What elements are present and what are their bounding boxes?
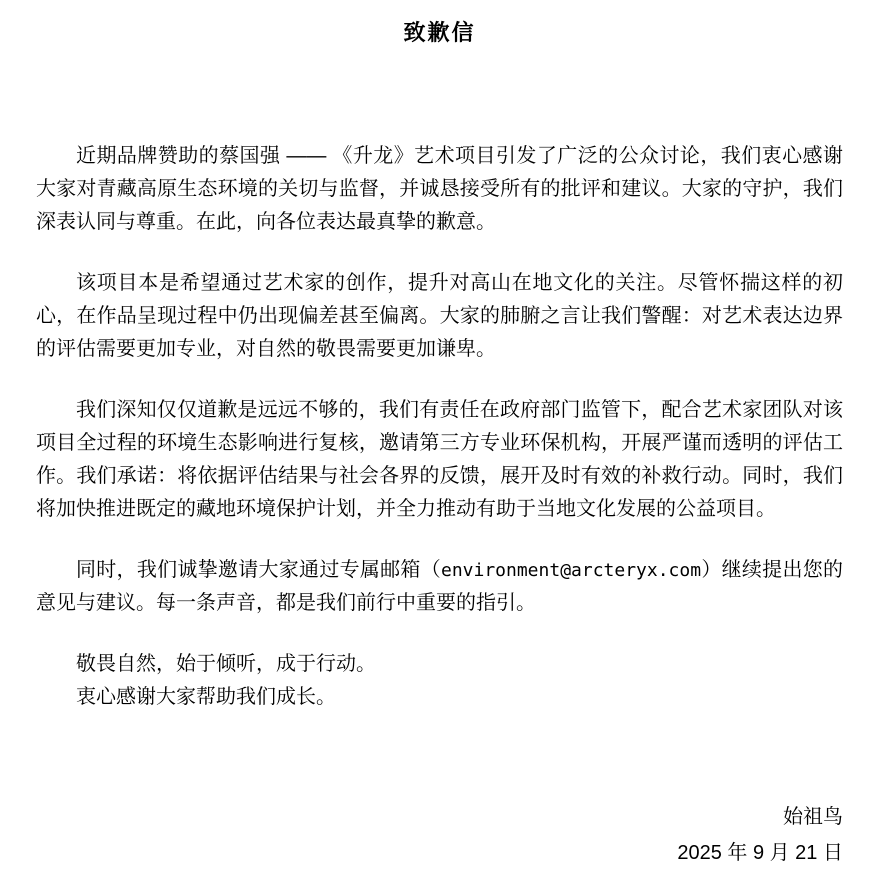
paragraph-feedback-after: ）继续提出您的意见与建议。每一条声音，都是我们前行中重要的指引。 — [36, 559, 844, 614]
closing-block — [36, 648, 843, 714]
paragraph-commitment: 我们深知仅仅道歉是远远不够的，我们有责任在政府部门监管下，配合艺术家团队对该项目全过程的环境生态影响进行复核，邀请第三方专业环保机构，开展严谨而透明的评估工作。我们承诺：将依据评估结果与社会各界的反馈，展开及时有效的补救行动。同时，我们将加快推进既定的藏地环境保护计划，并全力推动有助于当地文化发展的公益项目。 — [36, 399, 843, 520]
paragraph-reflection: 该项目本是希望通过艺术家的创作，提升对高山在地文化的关注。尽管怀揣这样的初心，在作品呈现过程中仍出现偏差甚至偏离。大家的肺腑之言让我们警醒：对艺术表达边界的评估需要更加专业，对自然的敬畏需要更加谦卑。 — [36, 272, 843, 360]
date: 2025 年 9 月 21 日 — [677, 842, 843, 864]
signature-block — [36, 799, 843, 871]
closing-line-1: 敬畏自然，始于倾听，成于行动。 — [76, 653, 376, 675]
signature: 始祖鸟 — [783, 806, 843, 828]
paragraph-intro: 近期品牌赞助的蔡国强 —— 《升龙》艺术项目引发了广泛的公众讨论，我们衷心感谢大家对青藏高原生态环境的关切与监督，并诚恳接受所有的批评和建议。大家的守护，我们深表认同与尊重。在此，向各位表达最真挚的歉意。 — [36, 145, 843, 233]
email-address: environment@arcteryx.com — [440, 560, 702, 581]
closing-line-2: 衷心感谢大家帮助我们成长。 — [76, 686, 336, 708]
paragraph-feedback-before: 同时，我们诚挚邀请大家通过专属邮箱（ — [76, 559, 441, 581]
letter-body — [36, 140, 843, 714]
page-title: 致歉信 — [403, 20, 476, 45]
paragraph-feedback — [36, 554, 843, 620]
